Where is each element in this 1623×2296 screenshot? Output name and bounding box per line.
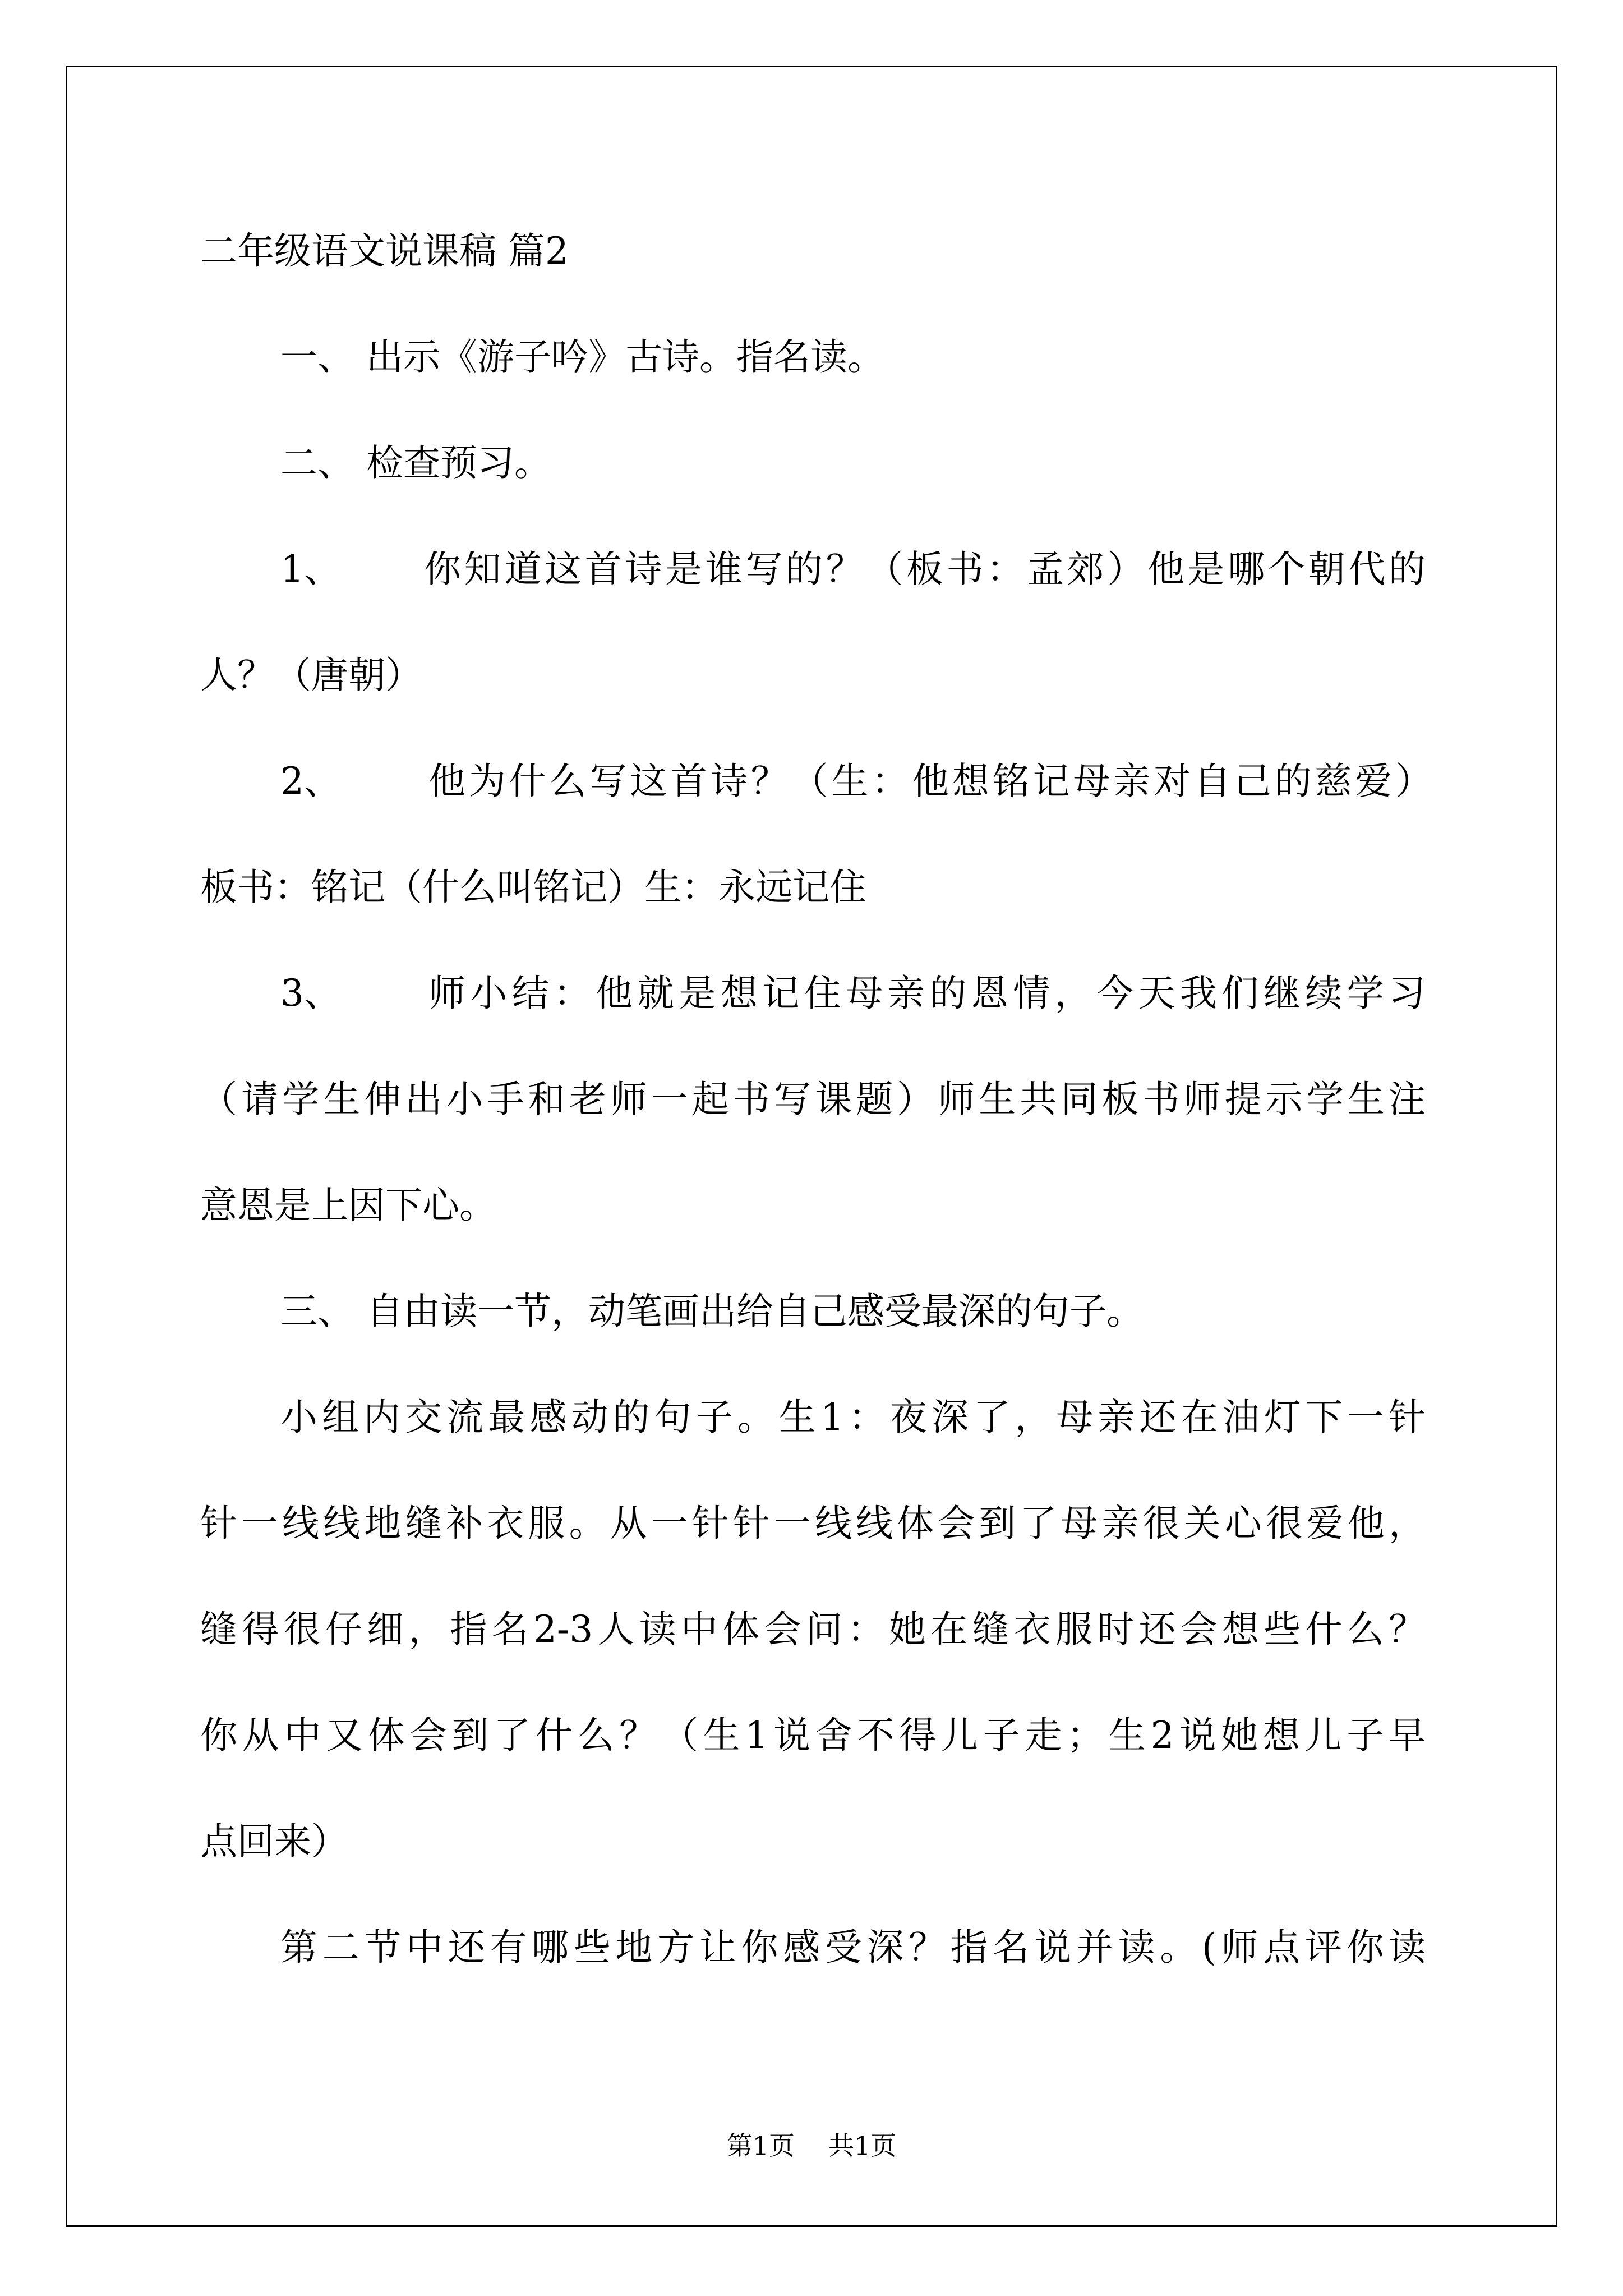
list-number: 1、 [280,547,341,591]
paragraph-line: 三、 自由读一节，动笔画出给自己感受最深的句子。 [280,1290,1144,1333]
paragraph-line: 板书：铭记（什么叫铭记）生：永远记住 [200,866,866,909]
paragraph-line: 你知道这首诗是谁写的？（板书：孟郊）他是哪个朝代的 [424,547,1426,591]
paragraph-line: 针一线线地缝补衣服。从一针针一线线体会到了母亲很关心很爱他， [200,1502,1426,1545]
paragraph-line: 师小结：他就是想记住母亲的恩情，今天我们继续学习 [428,972,1426,1015]
paragraph-line: 小组内交流最感动的句子。生1：夜深了，母亲还在油灯下一针 [280,1396,1426,1439]
page-number: 第1页 [726,2131,795,2161]
paragraph-line: 人？（唐朝） [200,654,422,697]
page-total: 共1页 [828,2131,897,2161]
list-number: 2、 [280,760,341,803]
paragraph-line: 点回来） [200,1820,348,1863]
document-title: 二年级语文说课稿 篇2 [200,229,569,273]
paragraph-line: 缝得很仔细，指名2-3人读中体会问：她在缝衣服时还会想些什么？ [200,1608,1426,1651]
paragraph-line: 意恩是上因下心。 [200,1184,496,1227]
paragraph-line: 你从中又体会到了什么？（生1说舍不得儿子走；生2说她想儿子早 [200,1714,1426,1757]
page-footer [0,2129,1623,2162]
list-number: 3、 [280,972,341,1015]
page-border [66,66,1557,2227]
paragraph-line: 二、 检查预习。 [280,441,551,485]
paragraph-line: 他为什么写这首诗？（生：他想铭记母亲对自己的慈爱） [428,760,1432,803]
paragraph-line: 第二节中还有哪些地方让你感受深？指名说并读。(师点评你读 [280,1926,1426,1969]
paragraph-line: 一、 出示《游子吟》古诗。指名读。 [280,335,884,379]
paragraph-line: （请学生伸出小手和老师一起书写课题）师生共同板书师提示学生注 [200,1078,1426,1121]
